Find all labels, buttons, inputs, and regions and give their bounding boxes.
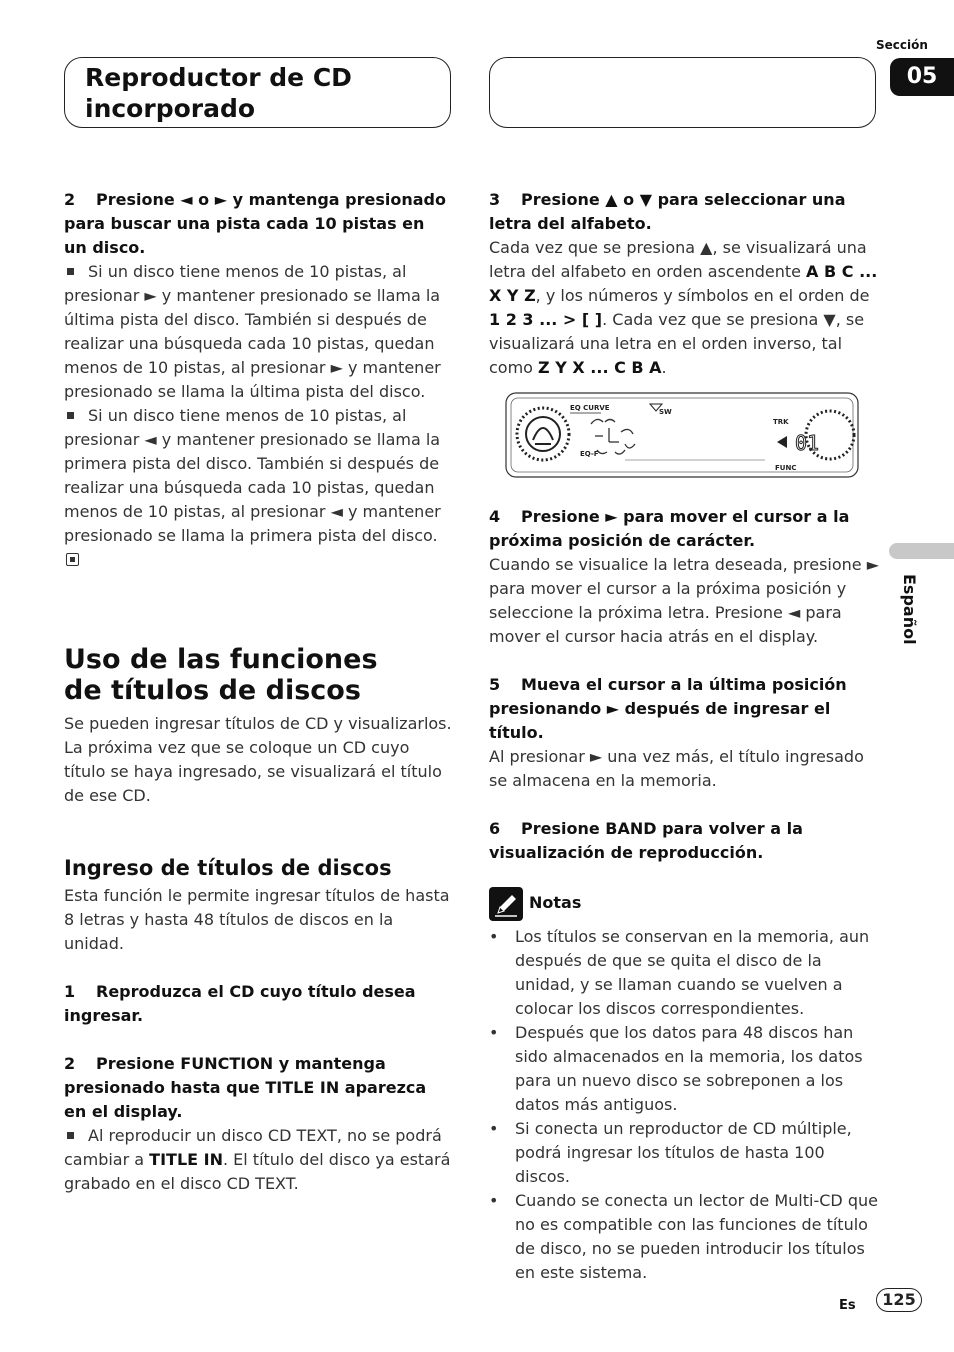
header-title-box (64, 57, 451, 128)
right-column-lower (489, 505, 881, 1285)
section-number-badge: 05 (890, 58, 954, 96)
eq-curve-label: EQ CURVE (570, 404, 610, 412)
section-intro: Se pueden ingresar títulos de CD y visualizarlos. La próxima vez que se coloque un CD cuyo título se haya ingresado, se visualizará el título de ese CD. (64, 714, 452, 805)
page-title: Reproductor de CD incorporado (85, 63, 352, 123)
step-2-search: 2 Presione ◄ o ► y mantenga presionado para buscar una pista cada 10 pistas en un disco. (64, 190, 446, 257)
bullet-item: Si un disco tiene menos de 10 pistas, al presionar ◄ y mantener presionado se llama la primera pista del disco. También si después de realizar una búsqueda cada 10 pistas, quedan menos de 10 pistas, al presionar ◄ y mantener presionado se llama la primera pista del disco. (64, 404, 452, 572)
step-5-body: Al presionar ► una vez más, el título ingresado se almacena en la memoria. (489, 747, 864, 790)
step-4: 4 Presione ► para mover el cursor a la próxima posición de carácter. (489, 507, 850, 550)
language-tab (889, 543, 954, 559)
step-3-body: Cada vez que se presiona ▲, se visualizará una letra del alfabeto en orden ascendente A B C ... X Y Z, y los números y símbolos en el orden de 1 2 3 ... > [ ]. Cada vez que se presiona ▼, se visualizará una letra en el orden inverso, tal como Z Y X ... C B A. (489, 238, 878, 377)
left-column (64, 188, 452, 1196)
right-column (489, 188, 879, 380)
note-item: • Cuando se conecta un lector de Multi-CD que no es compatible con las funciones de título de disco, no se pueden introducir los títulos en este sistema. (489, 1189, 881, 1285)
step-5: 5 Mueva el cursor a la última posición presionando ► después de ingresar el título. (489, 675, 847, 742)
step-4-body: Cuando se visualice la letra deseada, presione ► para mover el cursor a la próxima posición y seleccione la próxima letra. Presione ◄ para mover el cursor hacia atrás en el display. (489, 555, 880, 646)
note-item: • Después que los datos para 48 discos han sido almacenados en la memoria, los datos para un nuevo disco se sobreponen a los datos más antiguos. (489, 1021, 881, 1117)
sw-label: SW (659, 408, 672, 416)
end-of-section-icon (66, 553, 79, 566)
eq-f-label: EQ-F (580, 450, 599, 458)
trk-label: TRK (773, 418, 789, 426)
section-label: Sección (876, 38, 928, 52)
lcd-display-illustration (505, 392, 859, 478)
page-number: 125 (876, 1288, 922, 1312)
header-empty-box (489, 57, 876, 128)
section-title: Uso de las funciones de títulos de discos (64, 644, 378, 706)
step-6: 6 Presione BAND para volver a la visualización de reproducción. (489, 819, 803, 862)
step-2-title-in: 2 Presione FUNCTION y mantenga presionado hasta que TITLE IN aparezca en el display. (64, 1054, 427, 1121)
notes-title: Notas (529, 893, 582, 912)
func-label: FUNC (775, 464, 797, 472)
bullet-item: Al reproducir un disco CD TEXT, no se podrá cambiar a TITLE IN. El título del disco ya estará grabado en el disco CD TEXT. (64, 1126, 451, 1193)
step-3: 3 Presione ▲ o ▼ para seleccionar una letra del alfabeto. (489, 190, 846, 233)
notes-heading (489, 887, 881, 921)
subsection-intro: Esta función le permite ingresar títulos de hasta 8 letras y hasta 48 títulos de discos en la unidad. (64, 886, 450, 953)
language-code: Es (839, 1298, 856, 1313)
note-item: • Los títulos se conservan en la memoria, aun después de que se quita el disco de la unidad, y se llaman cuando se vuelven a colocar los discos correspondientes. (489, 925, 881, 1021)
pencil-note-icon (489, 887, 523, 921)
track-number: 01 (795, 431, 820, 455)
note-item: • Si conecta un reproductor de CD múltiple, podrá ingresar los títulos de hasta 100 discos. (489, 1117, 881, 1189)
bullet-item: Si un disco tiene menos de 10 pistas, al presionar ► y mantener presionado se llama la última pista del disco. También si después de realizar una búsqueda cada 10 pistas, quedan menos de 10 pistas, al presionar ► y mantener presionado se llama la última pista del disco. (64, 262, 441, 401)
subsection-title: Ingreso de títulos de discos (64, 856, 392, 880)
step-1: 1 Reproduzca el CD cuyo título desea ingresar. (64, 982, 416, 1025)
notes-list (489, 925, 881, 1285)
language-label: Español (900, 574, 919, 645)
